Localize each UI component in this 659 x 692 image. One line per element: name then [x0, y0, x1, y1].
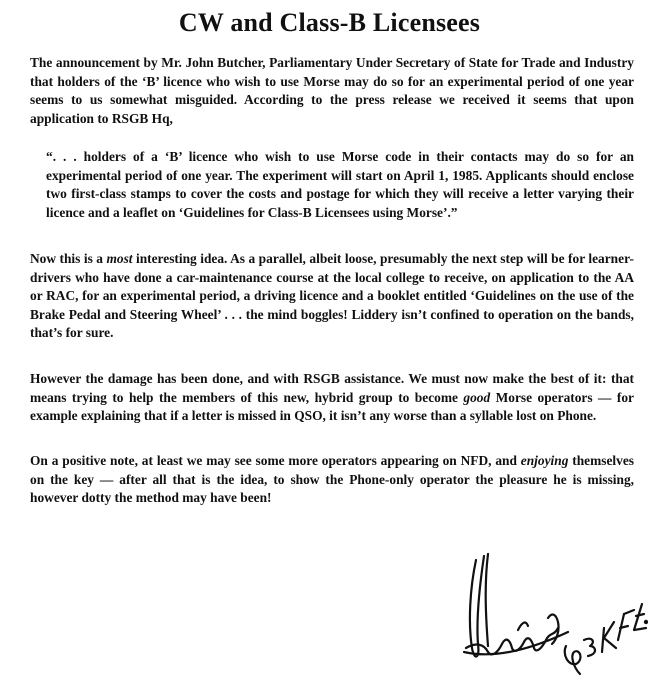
paragraph-damage: [30, 370, 634, 426]
press-release-quote: “. . . holders of a ‘B’ licence who wish to use Morse code in their contacts may do so for an experimental period of one year. The experiment will start on April 1, 1985. Applicants should enclose two first-class stamps to cover the costs and postage for which they will receive a letter varying their licence and a leaflet on ‘Guidelines for Class-B Licensees using Morse’.”: [46, 149, 634, 220]
paragraph-announcement: The announcement by Mr. John Butcher, Parliamentary Under Secretary of State for Trade and Industry that holders of the ‘B’ licence who wish to use Morse may do so for an experimental period of one year seems to us somewhat misguided. According to the press release we received it seems that upon application to RSGB Hq,: [30, 55, 634, 126]
paragraph-parallel: [30, 250, 634, 343]
paragraph-parallel-text-2: interesting idea. As a parallel, albeit loose, presumably the next step will be for learner-drivers who have done a car-maintenance course at the local college to receive, on application to the AA or RAC, for an experimental period, a driving licence and a booklet entitled ‘Guidelines on the use of the Brake Pedal and Steering Wheel’ . . . the mind boggles! Liddery isn’t confined to operation on the bands, that’s for sure.: [30, 251, 634, 340]
paragraph-parallel-emphasis: most: [106, 251, 133, 266]
paragraph-damage-text-1: However the damage has been done, and with RSGB assistance. We must now make the best of it: that means trying to help the members of this new, hybrid group to become: [30, 371, 634, 405]
paragraph-positive-note: [30, 452, 634, 508]
handwritten-signature: [458, 548, 648, 683]
paragraph-positive-text-1: On a positive note, at least we may see some more operators appearing on NFD, and: [30, 453, 521, 468]
article-title: CW and Class-B Licensees: [178, 8, 481, 37]
paragraph-positive-emphasis: enjoying: [520, 453, 569, 468]
paragraph-damage-emphasis: good: [463, 389, 491, 405]
paragraph-parallel-text-1: Now this is a: [30, 251, 107, 266]
paragraph-positive-text-2: themselves on the key — after all that is the idea, to show the Phone-only operator the pleasure he is missing, however dotty the method may have been!: [30, 453, 634, 505]
paragraph-damage-text-2: Morse operators — for example explaining that if a letter is missed in QSO, it isn’t any worse than a syllable lost on Phone.: [30, 389, 634, 423]
